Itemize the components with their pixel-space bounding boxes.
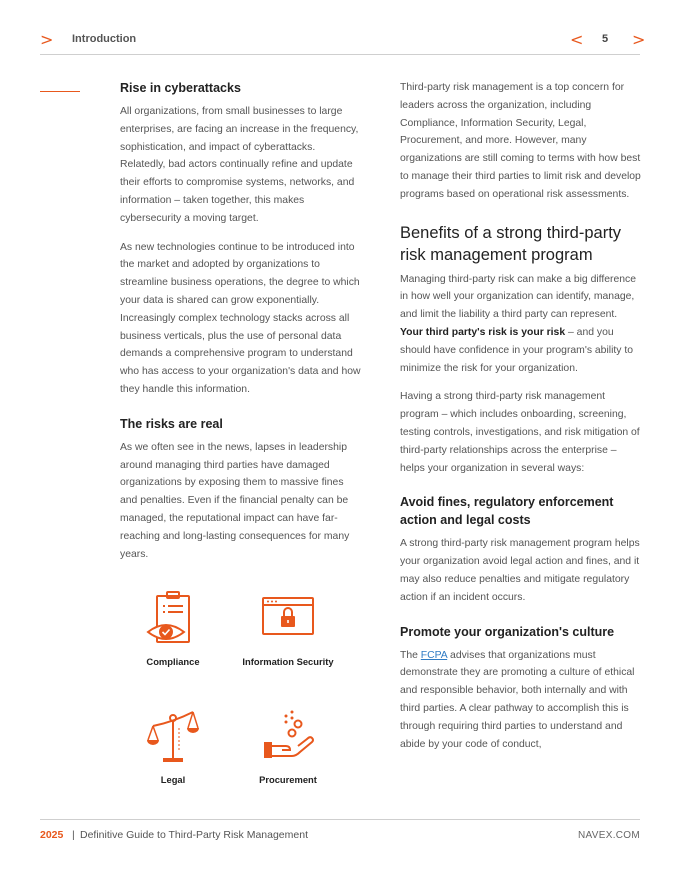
text-run: advises that organizations must demonstrate they are promoting a culture of ethical and responsible behavior, both internally and with third parties. A clear pathway to accomplish this is through requiring third parties to understand and abide by your code of conduct,	[400, 649, 635, 750]
next-page-icon[interactable]: >	[632, 30, 646, 49]
icon-item-information-security	[233, 588, 343, 668]
procurement-icon	[260, 706, 316, 770]
paragraph: As we often see in the news, lapses in leadership around managing third parties have damaged organizations by exposing them to massive fines and penalties. Even if the financial penalty can be managed, the reputational impact can have far-reaching and long-lasting consequences for many years.	[120, 441, 350, 560]
paragraph: As new technologies continue to be introduced into the market and adopted by organizations to streamline business operations, the degree to which your data is shared can grow exponentially. Increasingly complex technology stacks across all business verticals, plus the use of personal data demands a comprehensive program to understand who has access to your organization's data and how they handle this information.	[120, 241, 361, 395]
information-security-icon	[260, 588, 316, 652]
footer-document-title: Definitive Guide to Third-Party Risk Management	[80, 829, 308, 841]
stakeholder-icon-grid	[120, 588, 360, 788]
fcpa-link[interactable]: FCPA	[420, 649, 448, 661]
previous-page-icon[interactable]: <	[570, 30, 584, 49]
paragraph	[400, 271, 642, 378]
footer-separator: |	[72, 829, 75, 841]
icon-label: Legal	[160, 774, 186, 785]
page-footer	[40, 819, 640, 849]
heading-benefits: Benefits of a strong third-party risk management program	[400, 223, 622, 264]
section-title: Introduction	[72, 33, 137, 45]
compliance-icon	[145, 588, 201, 652]
icon-item-legal	[118, 706, 228, 786]
icon-label: Information Security	[242, 656, 334, 667]
icon-item-procurement	[233, 706, 343, 786]
icon-item-compliance	[118, 588, 228, 668]
icon-label: Procurement	[259, 774, 317, 785]
left-column	[120, 79, 362, 563]
page-number: 5	[602, 33, 609, 45]
footer-year: 2025	[40, 829, 64, 841]
heading-avoid-fines: Avoid fines, regulatory enforcement action and legal costs	[400, 495, 614, 528]
chevron-right-icon: >	[40, 30, 54, 49]
page-header	[40, 30, 646, 55]
heading-risks-are-real: The risks are real	[120, 416, 223, 431]
heading-rise-in-cyberattacks: Rise in cyberattacks	[120, 81, 241, 95]
paragraph	[400, 647, 642, 754]
text-run: Managing third-party risk can make a big difference in how well your organization can identify, manage, and limit the liability a third party can represent.	[400, 273, 637, 321]
emphasis-text: Your third party's risk is your risk	[400, 326, 566, 338]
footer-website-link[interactable]: NAVEX.COM	[578, 830, 640, 841]
paragraph: All organizations, from small businesses to large enterprises, are facing an increase in the frequency, sophistication, and impact of cyberattacks. Relatedly, bad actors continually refine and update their efforts to compromise systems, networks, and information – taken together, this makes cybersecurity a moving target.	[120, 106, 359, 224]
paragraph: Having a strong third-party risk management program – which includes onboarding, screening, testing controls, investigations, and risk mitigation of third-party relationships across the enterprise – helps your organization in several ways:	[400, 391, 640, 474]
right-column	[400, 79, 642, 753]
legal-scales-icon	[145, 706, 201, 770]
paragraph: Third-party risk management is a top concern for leaders across the organization, including Compliance, Information Security, Legal, Procurement, and more. However, many organizations are still coming to terms with how best to manage their third parties to limit risk and develop programs based on operational risk assessments.	[400, 82, 641, 200]
heading-promote-culture: Promote your organization's culture	[400, 624, 615, 639]
paragraph: A strong third-party risk management program helps your organization avoid legal action and fines, and it may also reduce penalties and mitigate regulatory action if an incident occurs.	[400, 538, 640, 603]
accent-divider	[40, 91, 80, 92]
text-run: The	[400, 649, 421, 661]
text-run: – and you should have confidence in your program's ability to minimize the risk for your organization.	[400, 326, 634, 374]
icon-label: Compliance	[146, 656, 200, 667]
